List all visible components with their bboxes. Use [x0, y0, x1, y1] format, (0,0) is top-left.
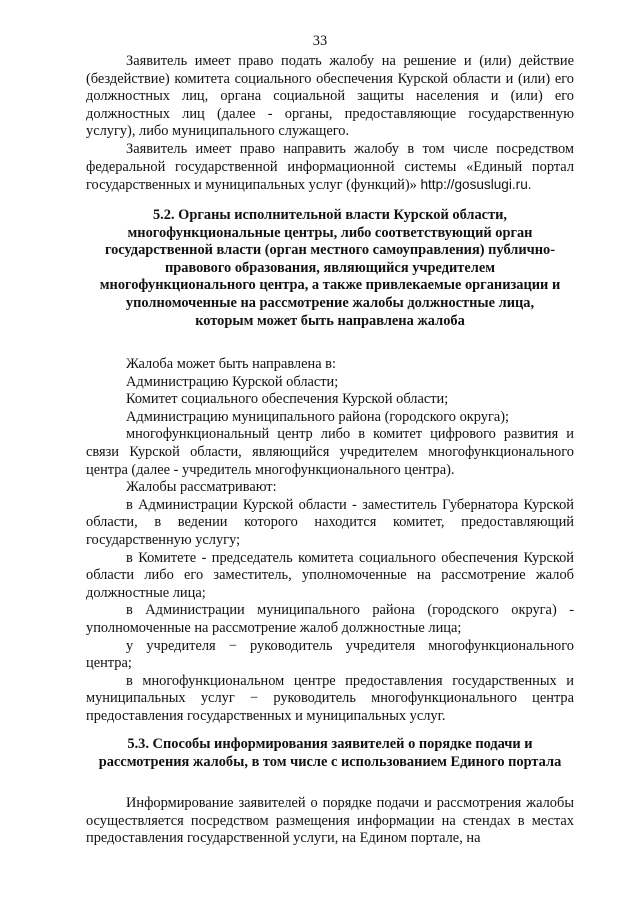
intro-paragraph-1: Заявитель имеет право подать жалобу на решение и (или) действие (бездействие) комитета социального обеспечения Курской области и (или) его должностных лиц, органа социальной защиты населения и (или) его должностных лиц (далее - органы, предоставляющие государственную услугу), либо муниципального служащего. [86, 53, 574, 140]
intro-section [86, 53, 574, 195]
heading-5-2-line-3: государственной власти (орган местного самоуправления) публично- [104, 242, 556, 259]
heading-5-2-line-7: которым может быть направлена жалоба [195, 312, 465, 329]
section-5-3-heading [86, 736, 574, 771]
heading-5-3-line-1: 5.3. Способы информирования заявителей о порядке подачи и [127, 736, 533, 752]
heading-5-2-line-6: уполномоченные на рассмотрение жалобы должностные лица, [125, 294, 535, 311]
paragraph: Информирование заявителей о порядке подачи и рассмотрения жалобы осуществляется посредством размещения информации на стендах в местах предоставления государственной услуги, на Едином портале, на [86, 795, 574, 847]
section-5-2-body [86, 356, 574, 725]
paragraph: у учредителя − руководитель учредителя многофункционального центра; [86, 637, 574, 672]
paragraph: Администрацию муниципального района (городского округа); [126, 408, 510, 425]
heading-5-2-line-4: правового образования, являющийся учредителем [164, 259, 496, 276]
paragraph: Комитет социального обеспечения Курской области; [126, 391, 449, 408]
paragraph: в многофункциональном центре предоставления государственных и муниципальных услуг − руководитель многофункционального центра предоставления государственных и муниципальных услуг. [86, 672, 574, 724]
paragraph: в Комитете - председатель комитета социального обеспечения Курской области либо его заместитель, уполномоченные на рассмотрение жалоб должностные лица; [86, 549, 574, 601]
heading-5-2-line-5: многофункционального центра, а также привлекаемые организации и [99, 277, 561, 294]
heading-5-2-line-1: 5.2. Органы исполнительной власти Курской области, [152, 207, 508, 223]
page-number: 33 [312, 33, 328, 49]
paragraph: Жалоба может быть направлена в: [126, 356, 336, 372]
paragraph: в Администрации Курской области - заместитель Губернатора Курской области, в ведении которого находится комитет, предоставляющий государственную услугу; [86, 496, 574, 548]
section-5-2-heading [86, 207, 574, 330]
intro-paragraph-2 [86, 141, 574, 195]
intro-paragraph-2-text: Заявитель имеет право направить жалобу в том числе посредством федеральной государственной информационной системы «Единый портал государственных и муниципальных услуг (функций)» [86, 140, 574, 194]
paragraph: в Администрации муниципального района (городского округа) - уполномоченные на рассмотрение жалоб должностные лица; [86, 602, 574, 636]
gosuslugi-link[interactable]: http://gosuslugi.ru. [420, 177, 532, 193]
heading-5-2-line-2: многофункциональные центры, либо соответствующий орган [127, 224, 533, 241]
paragraph: Жалобы рассматривают: [126, 479, 277, 496]
section-5-3-body [86, 795, 574, 848]
heading-5-3-line-2: рассмотрения жалобы, в том числе с использованием Единого портала [98, 753, 562, 770]
paragraph: Администрацию Курской области; [126, 373, 339, 390]
paragraph: многофункциональный центр либо в комитет цифрового развития и связи Курской области, являющийся учредителем многофункционального центра (далее - учредитель многофункционального центра). [86, 426, 574, 478]
